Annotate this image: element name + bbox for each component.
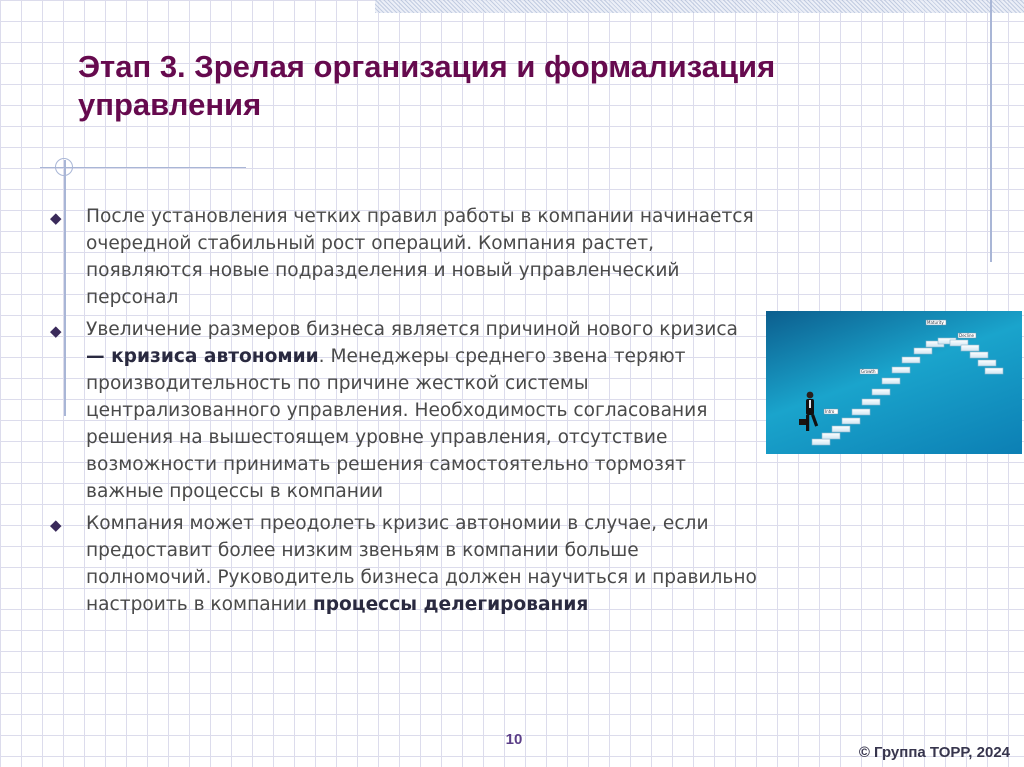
diamond-bullet-icon: ◆ <box>50 322 62 340</box>
business-stairs-picture <box>766 311 1022 454</box>
crosshair-icon <box>55 158 73 176</box>
slide-title: Этап 3. Зрелая организация и формализация управления <box>78 49 776 122</box>
bullet-text: . Менеджеры среднего звена теряют производительность по причине жесткой системы централизованного управления. Необходимость согласования решения на вышестоящем уровне управления, отсутствие возможности принимать решения самостоятельно тормозят важные процессы в компании <box>86 346 708 502</box>
bullet-text: После установления четких правил работы в компании начинается очередной стабильный рост операций. Компания растет, появляются новые подразделения и новый управленческий персонал <box>86 206 754 308</box>
stairs-illustration <box>766 311 1022 454</box>
bullet-text-emphasis: процессы делегирования <box>312 594 589 615</box>
copyright-text: © Группа ТОРР, 2024 <box>858 744 1010 761</box>
bullet-list <box>48 203 758 623</box>
bullet-item <box>48 510 758 618</box>
decorative-top-band <box>375 0 1024 13</box>
page-number: 10 <box>505 731 523 748</box>
bullet-text-emphasis: — кризиса автономии <box>86 346 319 367</box>
step-label: Intro <box>825 409 835 414</box>
diamond-bullet-icon: ◆ <box>50 209 62 227</box>
bullet-text: Увеличение размеров бизнеса является причиной нового кризиса <box>86 319 738 340</box>
bullet-item <box>48 316 758 505</box>
step-label: Maturity <box>927 320 944 325</box>
bullet-text: Компания может преодолеть кризис автономии в случае, если предоставит более низким звеньям в компании больше полномочий. Руководитель бизнеса должен научиться и правильно настроить в компании <box>86 513 757 615</box>
decorative-vertical-rule-right <box>990 0 992 262</box>
diamond-bullet-icon: ◆ <box>50 516 62 534</box>
step-label: Decline <box>959 333 974 338</box>
businessman-figure <box>799 392 818 431</box>
step-label: Growth <box>861 369 876 374</box>
bullet-item <box>48 203 758 311</box>
